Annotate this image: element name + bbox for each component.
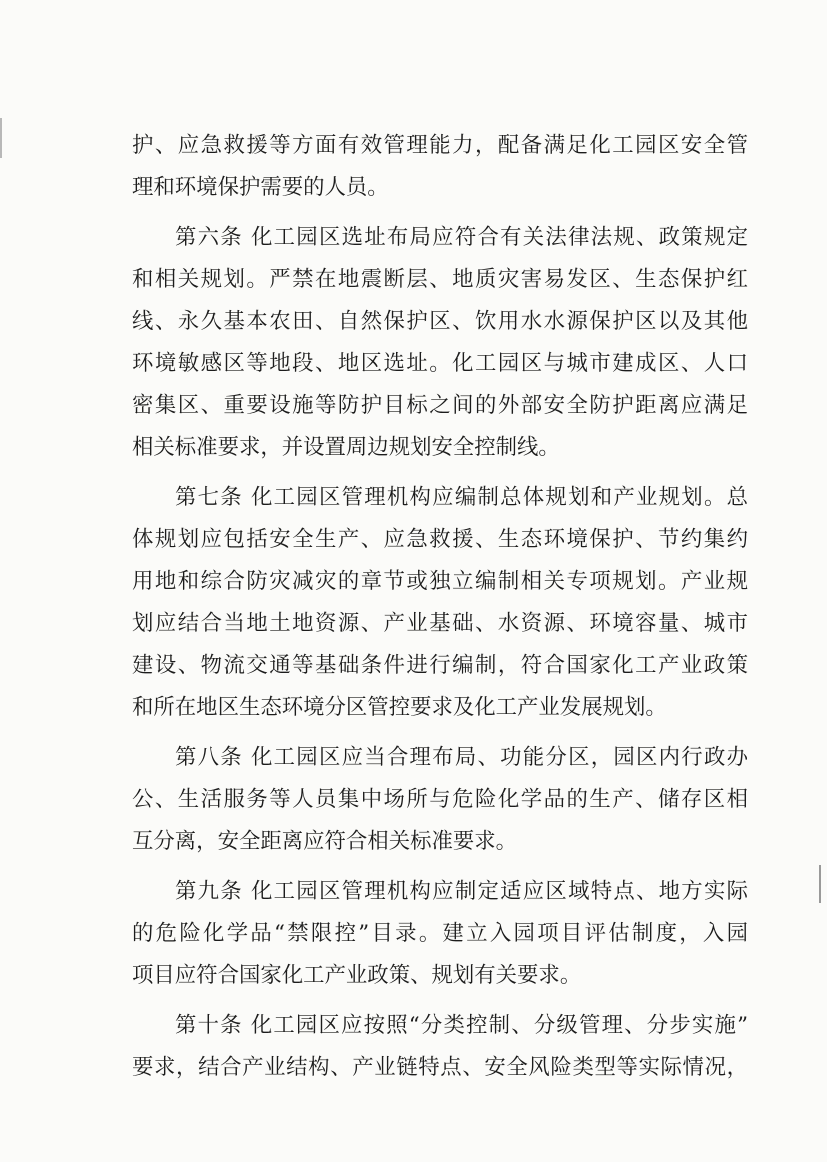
text-line: 线、永久基本农田、自然保护区、饮用水水源保护区以及其他: [132, 309, 748, 334]
text-line: 体规划应包括安全生产、应急救援、生态环境保护、节约集约: [132, 527, 748, 552]
article-9-heading-line: 第九条 化工园区管理机构应制定适应区域特点、地方实际: [175, 879, 748, 904]
scan-edge-mark: [0, 118, 2, 158]
text-line: 互分离，安全距离应符合相关标准要求。: [132, 829, 518, 854]
text-line: 建设、物流交通等基础条件进行编制，符合国家化工产业政策: [132, 653, 748, 678]
scan-binding-mark: [819, 865, 821, 903]
text-line: 理和环境保护需要的人员。: [132, 175, 389, 200]
text-line: 和所在地区生态环境分区管控要求及化工产业发展规划。: [132, 695, 667, 720]
text-line: 用地和综合防灾减灾的章节或独立编制相关专项规划。产业规: [132, 569, 748, 594]
text-line: 项目应符合国家化工产业政策、规划有关要求。: [132, 963, 582, 988]
article-6-heading-line: 第六条 化工园区选址布局应符合有关法律法规、政策规定: [175, 225, 748, 250]
text-line: 公、生活服务等人员集中场所与危险化学品的生产、储存区相: [132, 787, 748, 812]
article-10-heading-line: 第十条 化工园区应按照“分类控制、分级管理、分步实施”: [175, 1013, 748, 1038]
text-line: 环境敏感区等地段、地区选址。化工园区与城市建成区、人口: [132, 351, 748, 376]
text-line: 密集区、重要设施等防护目标之间的外部安全防护距离应满足: [132, 393, 748, 418]
text-line: 的危险化学品“禁限控”目录。建立入园项目评估制度，入园: [132, 921, 748, 946]
text-line: 相关标准要求，并设置周边规划安全控制线。: [132, 435, 560, 460]
text-line: 要求，结合产业结构、产业链特点、安全风险类型等实际情况，: [132, 1055, 748, 1080]
article-7-heading-line: 第七条 化工园区管理机构应编制总体规划和产业规划。总: [175, 485, 748, 510]
document-body: [132, 125, 748, 1089]
text-line: 护、应急救援等方面有效管理能力，配备满足化工园区安全管: [132, 133, 748, 158]
text-line: 和相关规划。严禁在地震断层、地质灾害易发区、生态保护红: [132, 267, 748, 292]
text-line: 划应结合当地土地资源、产业基础、水资源、环境容量、城市: [132, 611, 748, 636]
article-8-heading-line: 第八条 化工园区应当合理布局、功能分区，园区内行政办: [175, 745, 748, 770]
